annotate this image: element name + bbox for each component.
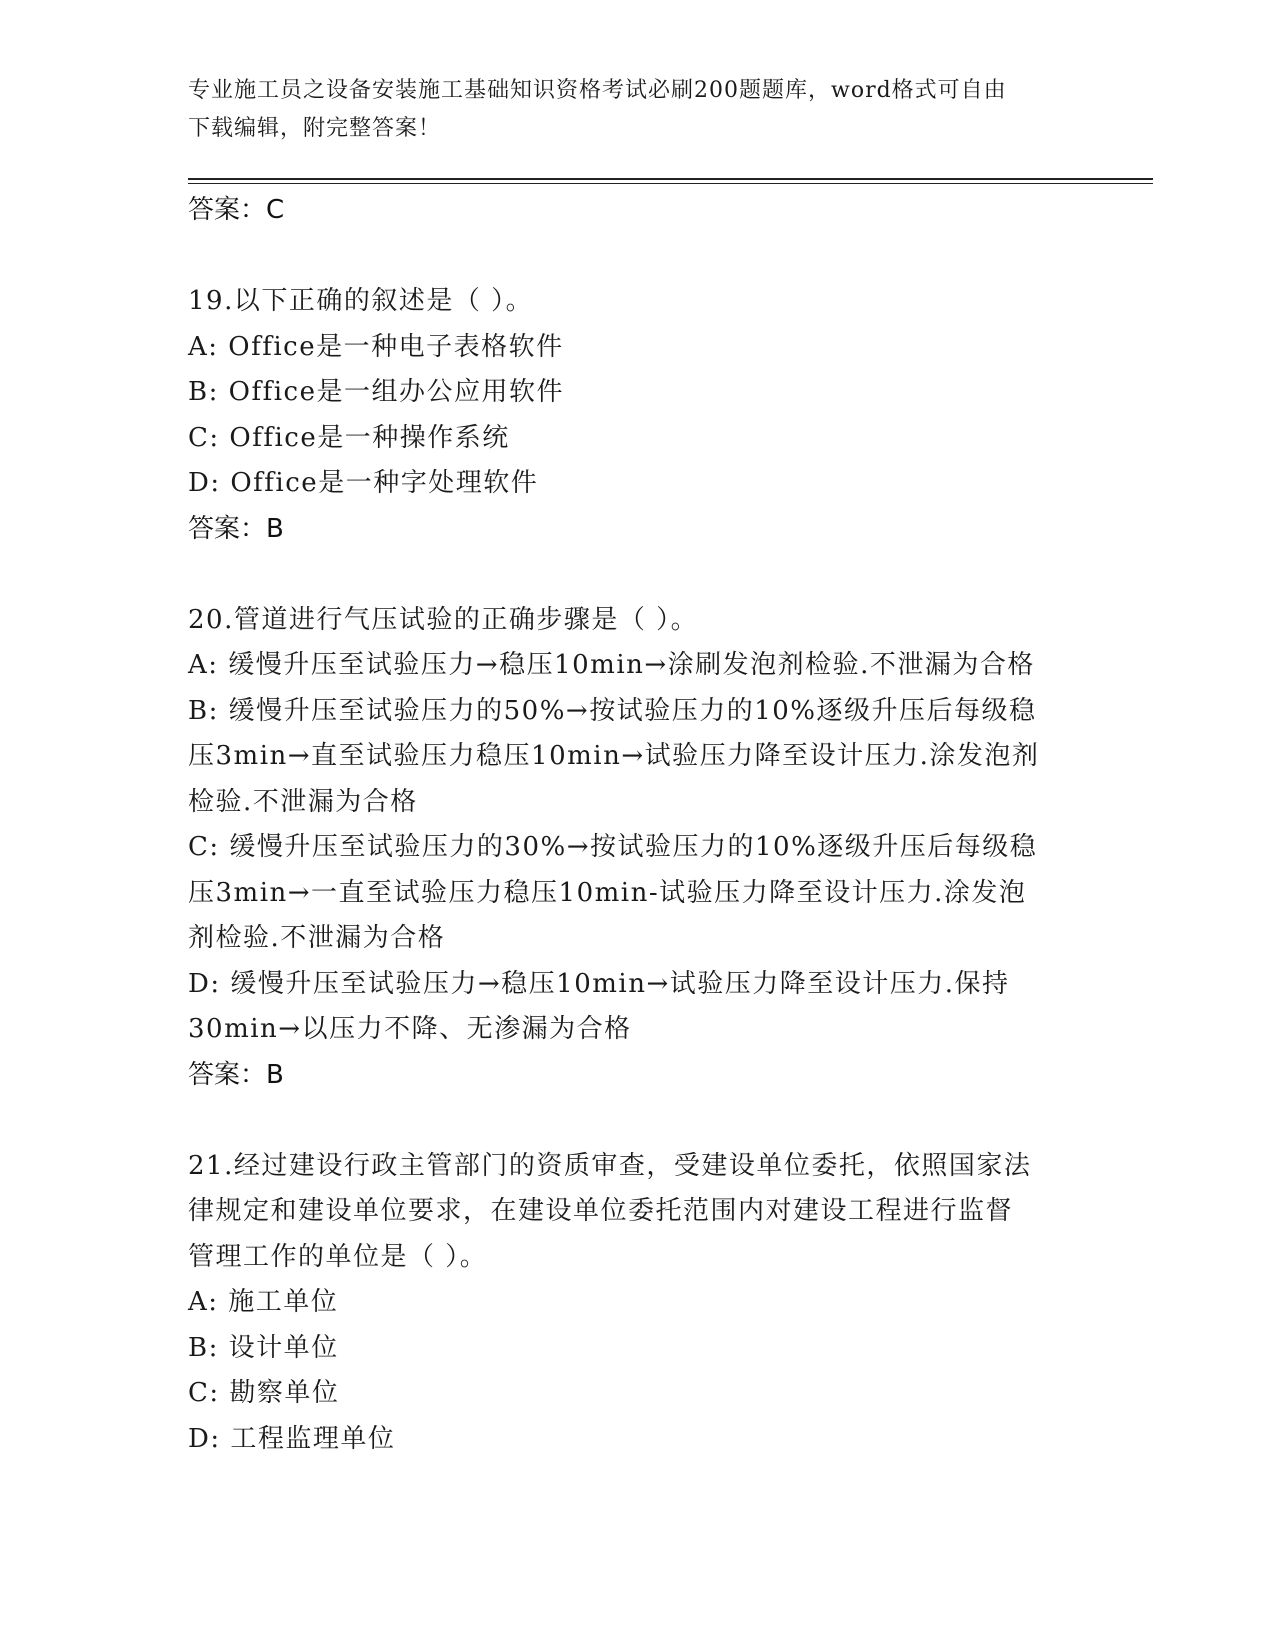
- question-19-option-a: A: Office是一种电子表格软件: [188, 331, 564, 362]
- answer-18: 答案：C: [188, 195, 285, 225]
- question-19: [188, 279, 1088, 552]
- question-20-option-c-line: 压3min→一直至试验压力稳压10min-试验压力降至设计压力.涂发泡: [188, 877, 1027, 908]
- question-20-option-d-line: 30min→以压力不降、无渗漏为合格: [188, 1014, 632, 1044]
- question-21-option-a: A: 施工单位: [188, 1287, 339, 1317]
- question-21-option-d: D: 工程监理单位: [188, 1423, 396, 1454]
- header-line-1: 专业施工员之设备安装施工基础知识资格考试必刷200题题库，word格式可自由: [188, 78, 1007, 103]
- question-19-option-b: B: Office是一组办公应用软件: [188, 377, 564, 407]
- question-19-stem: 19.以下正确的叙述是（ ）。: [188, 286, 534, 316]
- header-rule-thick: [188, 178, 1153, 180]
- header-line-2: 下载编辑，附完整答案！: [188, 116, 442, 141]
- question-20-option-d-line: D: 缓慢升压至试验压力→稳压10min→试验压力降至设计压力.保持: [188, 968, 1010, 999]
- question-20-answer: 答案：B: [188, 1059, 284, 1090]
- question-20-option-a: A: 缓慢升压至试验压力→稳压10min→涂刷发泡剂检验.不泄漏为合格: [188, 650, 1035, 680]
- question-20-stem: 20.管道进行气压试验的正确步骤是（ ）。: [188, 604, 699, 635]
- header-rule-thin: [188, 183, 1153, 184]
- spacer: [188, 552, 1088, 598]
- spacer: [188, 234, 1088, 280]
- spacer: [188, 1098, 1088, 1144]
- question-21-option-b: B: 设计单位: [188, 1332, 339, 1363]
- question-21-option-c: C: 勘察单位: [188, 1378, 340, 1408]
- question-21-stem-line: 管理工作的单位是（ ）。: [188, 1241, 488, 1272]
- question-21-stem-line: 律规定和建设单位要求，在建设单位委托范围内对建设工程进行监督: [188, 1196, 1014, 1226]
- page-header: [188, 72, 1088, 148]
- question-19-option-d: D: Office是一种字处理软件: [188, 468, 539, 498]
- question-20-option-b-line: B: 缓慢升压至试验压力的50%→按试验压力的10%逐级升压后每级稳: [188, 695, 1037, 726]
- question-20-option-c-line: C: 缓慢升压至试验压力的30%→按试验压力的10%逐级升压后每级稳: [188, 832, 1038, 862]
- question-19-answer: 答案：B: [188, 513, 284, 544]
- question-19-option-c: C: Office是一种操作系统: [188, 422, 510, 453]
- question-20-option-b-line: 检验.不泄漏为合格: [188, 786, 418, 817]
- document-body: [188, 188, 1088, 1462]
- question-20-option-b-line: 压3min→直至试验压力稳压10min→试验压力降至设计压力.涂发泡剂: [188, 741, 1040, 771]
- question-21-stem-line: 21.经过建设行政主管部门的资质审查，受建设单位委托，依照国家法: [188, 1150, 1032, 1181]
- question-20: [188, 598, 1088, 1099]
- question-21: [188, 1144, 1088, 1463]
- question-20-option-c-line: 剂检验.不泄漏为合格: [188, 923, 446, 953]
